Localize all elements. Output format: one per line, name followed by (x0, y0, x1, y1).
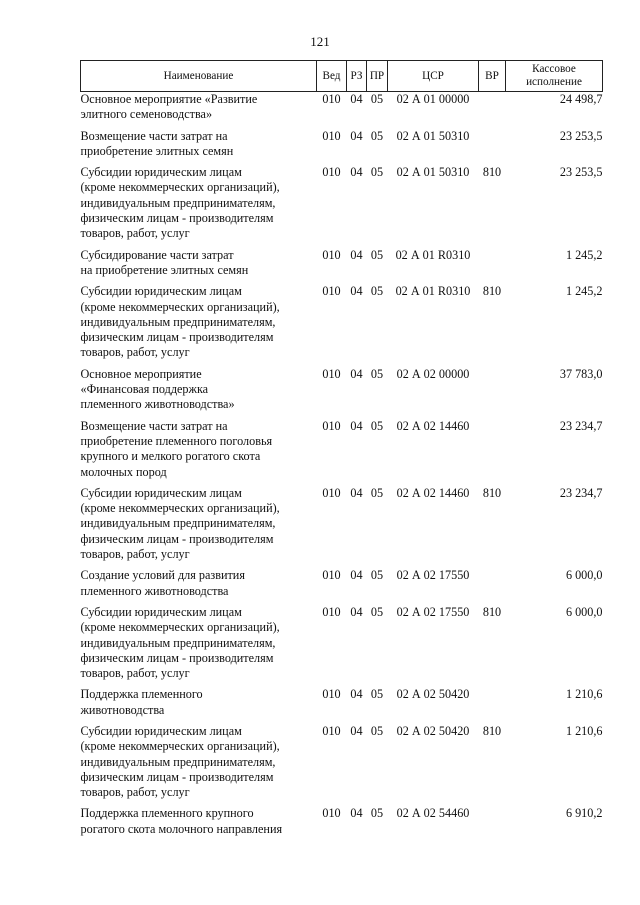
row-amount: 23 234,7 (559, 418, 603, 433)
row-amount: 23 253,5 (559, 128, 603, 143)
row-name-line: рогатого скота молочного направления (80, 821, 283, 836)
row-amount: 1 210,6 (565, 723, 603, 738)
row-amount: 1 210,6 (565, 687, 603, 702)
row-rz: 04 (350, 165, 363, 180)
row-vr: 810 (482, 723, 502, 738)
row-name (81, 248, 317, 285)
row-name-line: индивидуальным предпринимателям, (80, 635, 276, 650)
row-name-line: Субсидии юридическим лицам (80, 604, 242, 619)
row-vr (479, 248, 506, 285)
row-name (81, 419, 317, 486)
row-csr: 02 А 02 50420 (396, 723, 470, 738)
row-pr: 05 (370, 92, 384, 106)
row-name (81, 367, 317, 419)
row-name (81, 806, 317, 843)
table-row (81, 486, 603, 568)
row-name-line: Субсидии юридическим лицам (80, 485, 242, 500)
row-ved: 010 (322, 687, 341, 702)
row-rz: 04 (350, 604, 363, 619)
row-amount: 23 253,5 (559, 165, 603, 180)
table-row (81, 724, 603, 806)
row-pr: 05 (370, 806, 384, 821)
row-vr (479, 92, 506, 129)
row-rz: 04 (350, 366, 363, 381)
row-vr (479, 687, 506, 724)
row-csr: 02 А 01 50310 (396, 165, 470, 180)
row-name-line: молочных пород (80, 464, 167, 479)
row-name-line: Субсидии юридическим лицам (80, 284, 242, 299)
row-rz: 04 (350, 92, 363, 106)
table-body (81, 92, 603, 844)
row-csr: 02 А 02 00000 (396, 366, 470, 381)
row-name-line: индивидуальным предпринимателям, (80, 754, 276, 769)
row-vr (479, 806, 506, 843)
row-name-line: Субсидии юридическим лицам (80, 165, 242, 180)
row-csr: 02 А 02 50420 (396, 687, 470, 702)
row-name-line: товаров, работ, услуг (80, 345, 190, 360)
row-vr: 810 (482, 485, 502, 500)
row-name-line: приобретение элитных семян (80, 143, 234, 158)
row-vr (479, 367, 506, 419)
row-ved: 010 (322, 366, 341, 381)
row-name-line: индивидуальным предпринимателям, (80, 195, 276, 210)
row-rz: 04 (350, 568, 363, 583)
row-pr: 05 (370, 128, 384, 143)
table-row (81, 687, 603, 724)
row-ved: 010 (322, 604, 341, 619)
row-rz: 04 (350, 687, 363, 702)
header-amount: Кассовое исполнение (506, 61, 603, 92)
row-name-line: (кроме некоммерческих организаций), (80, 299, 280, 314)
header-vr: ВР (479, 61, 506, 92)
row-amount: 37 783,0 (559, 366, 603, 381)
row-ved: 010 (322, 284, 341, 299)
row-rz: 04 (350, 247, 363, 262)
row-name-line: Возмещение части затрат на (80, 128, 228, 143)
row-name-line: Поддержка племенного крупного (80, 806, 254, 821)
row-pr: 05 (370, 247, 384, 262)
row-rz: 04 (350, 485, 363, 500)
header-pr: ПР (367, 61, 388, 92)
row-name-line: Возмещение части затрат на (80, 418, 228, 433)
row-csr: 02 А 02 17550 (396, 604, 470, 619)
row-name-line: крупного и мелкого рогатого скота (80, 449, 261, 464)
table-row (81, 806, 603, 843)
row-rz: 04 (350, 128, 363, 143)
row-name-line: физическим лицам - производителям (80, 531, 274, 546)
row-ved: 010 (322, 128, 341, 143)
row-csr: 02 А 01 R0310 (395, 284, 471, 299)
row-rz: 04 (350, 723, 363, 738)
row-name-line: индивидуальным предпринимателям, (80, 516, 276, 531)
row-ved: 010 (322, 247, 341, 262)
row-pr: 05 (370, 485, 384, 500)
row-name-line: племенного животноводства» (80, 397, 235, 412)
row-amount: 23 234,7 (559, 485, 603, 500)
row-vr (479, 419, 506, 486)
row-name-line: товаров, работ, услуг (80, 785, 190, 800)
table-header-row (81, 61, 603, 92)
row-csr: 02 А 01 00000 (396, 92, 470, 106)
row-name-line: физическим лицам - производителям (80, 650, 274, 665)
row-name-line: Основное мероприятие «Развитие (80, 92, 258, 106)
row-name (81, 92, 317, 129)
row-pr: 05 (370, 366, 384, 381)
row-vr (479, 129, 506, 166)
row-csr: 02 А 01 R0310 (395, 247, 471, 262)
row-ved: 010 (322, 806, 341, 821)
row-pr: 05 (370, 284, 384, 299)
table-row (81, 605, 603, 687)
row-name-line: (кроме некоммерческих организаций), (80, 739, 280, 754)
row-csr: 02 А 02 14460 (396, 485, 470, 500)
row-name-line: Поддержка племенного (80, 687, 203, 702)
row-name (81, 605, 317, 687)
row-vr: 810 (482, 165, 502, 180)
row-ved: 010 (322, 485, 341, 500)
row-name-line: (кроме некоммерческих организаций), (80, 501, 280, 516)
row-pr: 05 (370, 687, 384, 702)
row-amount: 1 245,2 (565, 284, 603, 299)
row-name-line: Субсидии юридическим лицам (80, 723, 242, 738)
table-row (81, 367, 603, 419)
row-rz: 04 (350, 806, 363, 821)
row-name-line: Субсидирование части затрат (80, 247, 234, 262)
row-csr: 02 А 02 14460 (396, 418, 470, 433)
row-vr (479, 568, 506, 605)
row-rz: 04 (350, 418, 363, 433)
row-pr: 05 (370, 568, 384, 583)
row-csr: 02 А 02 17550 (396, 568, 470, 583)
row-name (81, 165, 317, 247)
header-name: Наименование (81, 61, 317, 92)
table-row (81, 248, 603, 285)
page-number: 121 (310, 34, 330, 49)
row-name (81, 129, 317, 166)
table-row (81, 92, 603, 129)
row-pr: 05 (370, 165, 384, 180)
table-row (81, 419, 603, 486)
row-ved: 010 (322, 92, 341, 106)
row-name-line: (кроме некоммерческих организаций), (80, 620, 280, 635)
row-amount: 6 000,0 (565, 568, 603, 583)
row-vr: 810 (482, 284, 502, 299)
row-name-line: Создание условий для развития (80, 568, 245, 583)
row-ved: 010 (322, 568, 341, 583)
row-name-line: товаров, работ, услуг (80, 666, 190, 681)
table-row (81, 284, 603, 366)
row-name-line: приобретение племенного поголовья (80, 433, 273, 448)
row-ved: 010 (322, 723, 341, 738)
row-ved: 010 (322, 418, 341, 433)
row-name-line: элитного семеноводства» (80, 107, 213, 122)
row-amount: 6 910,2 (565, 806, 603, 821)
row-pr: 05 (370, 418, 384, 433)
header-rz: РЗ (347, 61, 367, 92)
row-name-line: индивидуальным предпринимателям, (80, 314, 276, 329)
row-rz: 04 (350, 284, 363, 299)
row-csr: 02 А 02 54460 (396, 806, 470, 821)
row-name (81, 486, 317, 568)
row-name-line: товаров, работ, услуг (80, 547, 190, 562)
row-csr: 02 А 01 50310 (396, 128, 470, 143)
row-ved: 010 (322, 165, 341, 180)
row-name-line: физическим лицам - производителям (80, 769, 274, 784)
row-amount: 1 245,2 (565, 247, 603, 262)
row-name-line: (кроме некоммерческих организаций), (80, 180, 280, 195)
row-name-line: физическим лицам - производителям (80, 330, 274, 345)
header-ved: Вед (317, 61, 347, 92)
row-name (81, 568, 317, 605)
table-row (81, 568, 603, 605)
row-name-line: на приобретение элитных семян (80, 262, 249, 277)
table-row (81, 165, 603, 247)
row-name-line: племенного животноводства (80, 583, 229, 598)
table-row (81, 129, 603, 166)
row-name (81, 687, 317, 724)
row-amount: 24 498,7 (559, 92, 603, 106)
row-name-line: животноводства (80, 702, 165, 717)
row-pr: 05 (370, 604, 384, 619)
row-name-line: Основное мероприятие (80, 366, 202, 381)
row-name-line: «Финансовая поддержка (80, 382, 209, 397)
row-name (81, 724, 317, 806)
row-pr: 05 (370, 723, 384, 738)
row-vr: 810 (482, 604, 502, 619)
row-name-line: товаров, работ, услуг (80, 226, 190, 241)
header-csr: ЦСР (388, 61, 479, 92)
row-name (81, 284, 317, 366)
budget-table (80, 60, 603, 843)
row-name-line: физическим лицам - производителям (80, 211, 274, 226)
row-amount: 6 000,0 (565, 604, 603, 619)
